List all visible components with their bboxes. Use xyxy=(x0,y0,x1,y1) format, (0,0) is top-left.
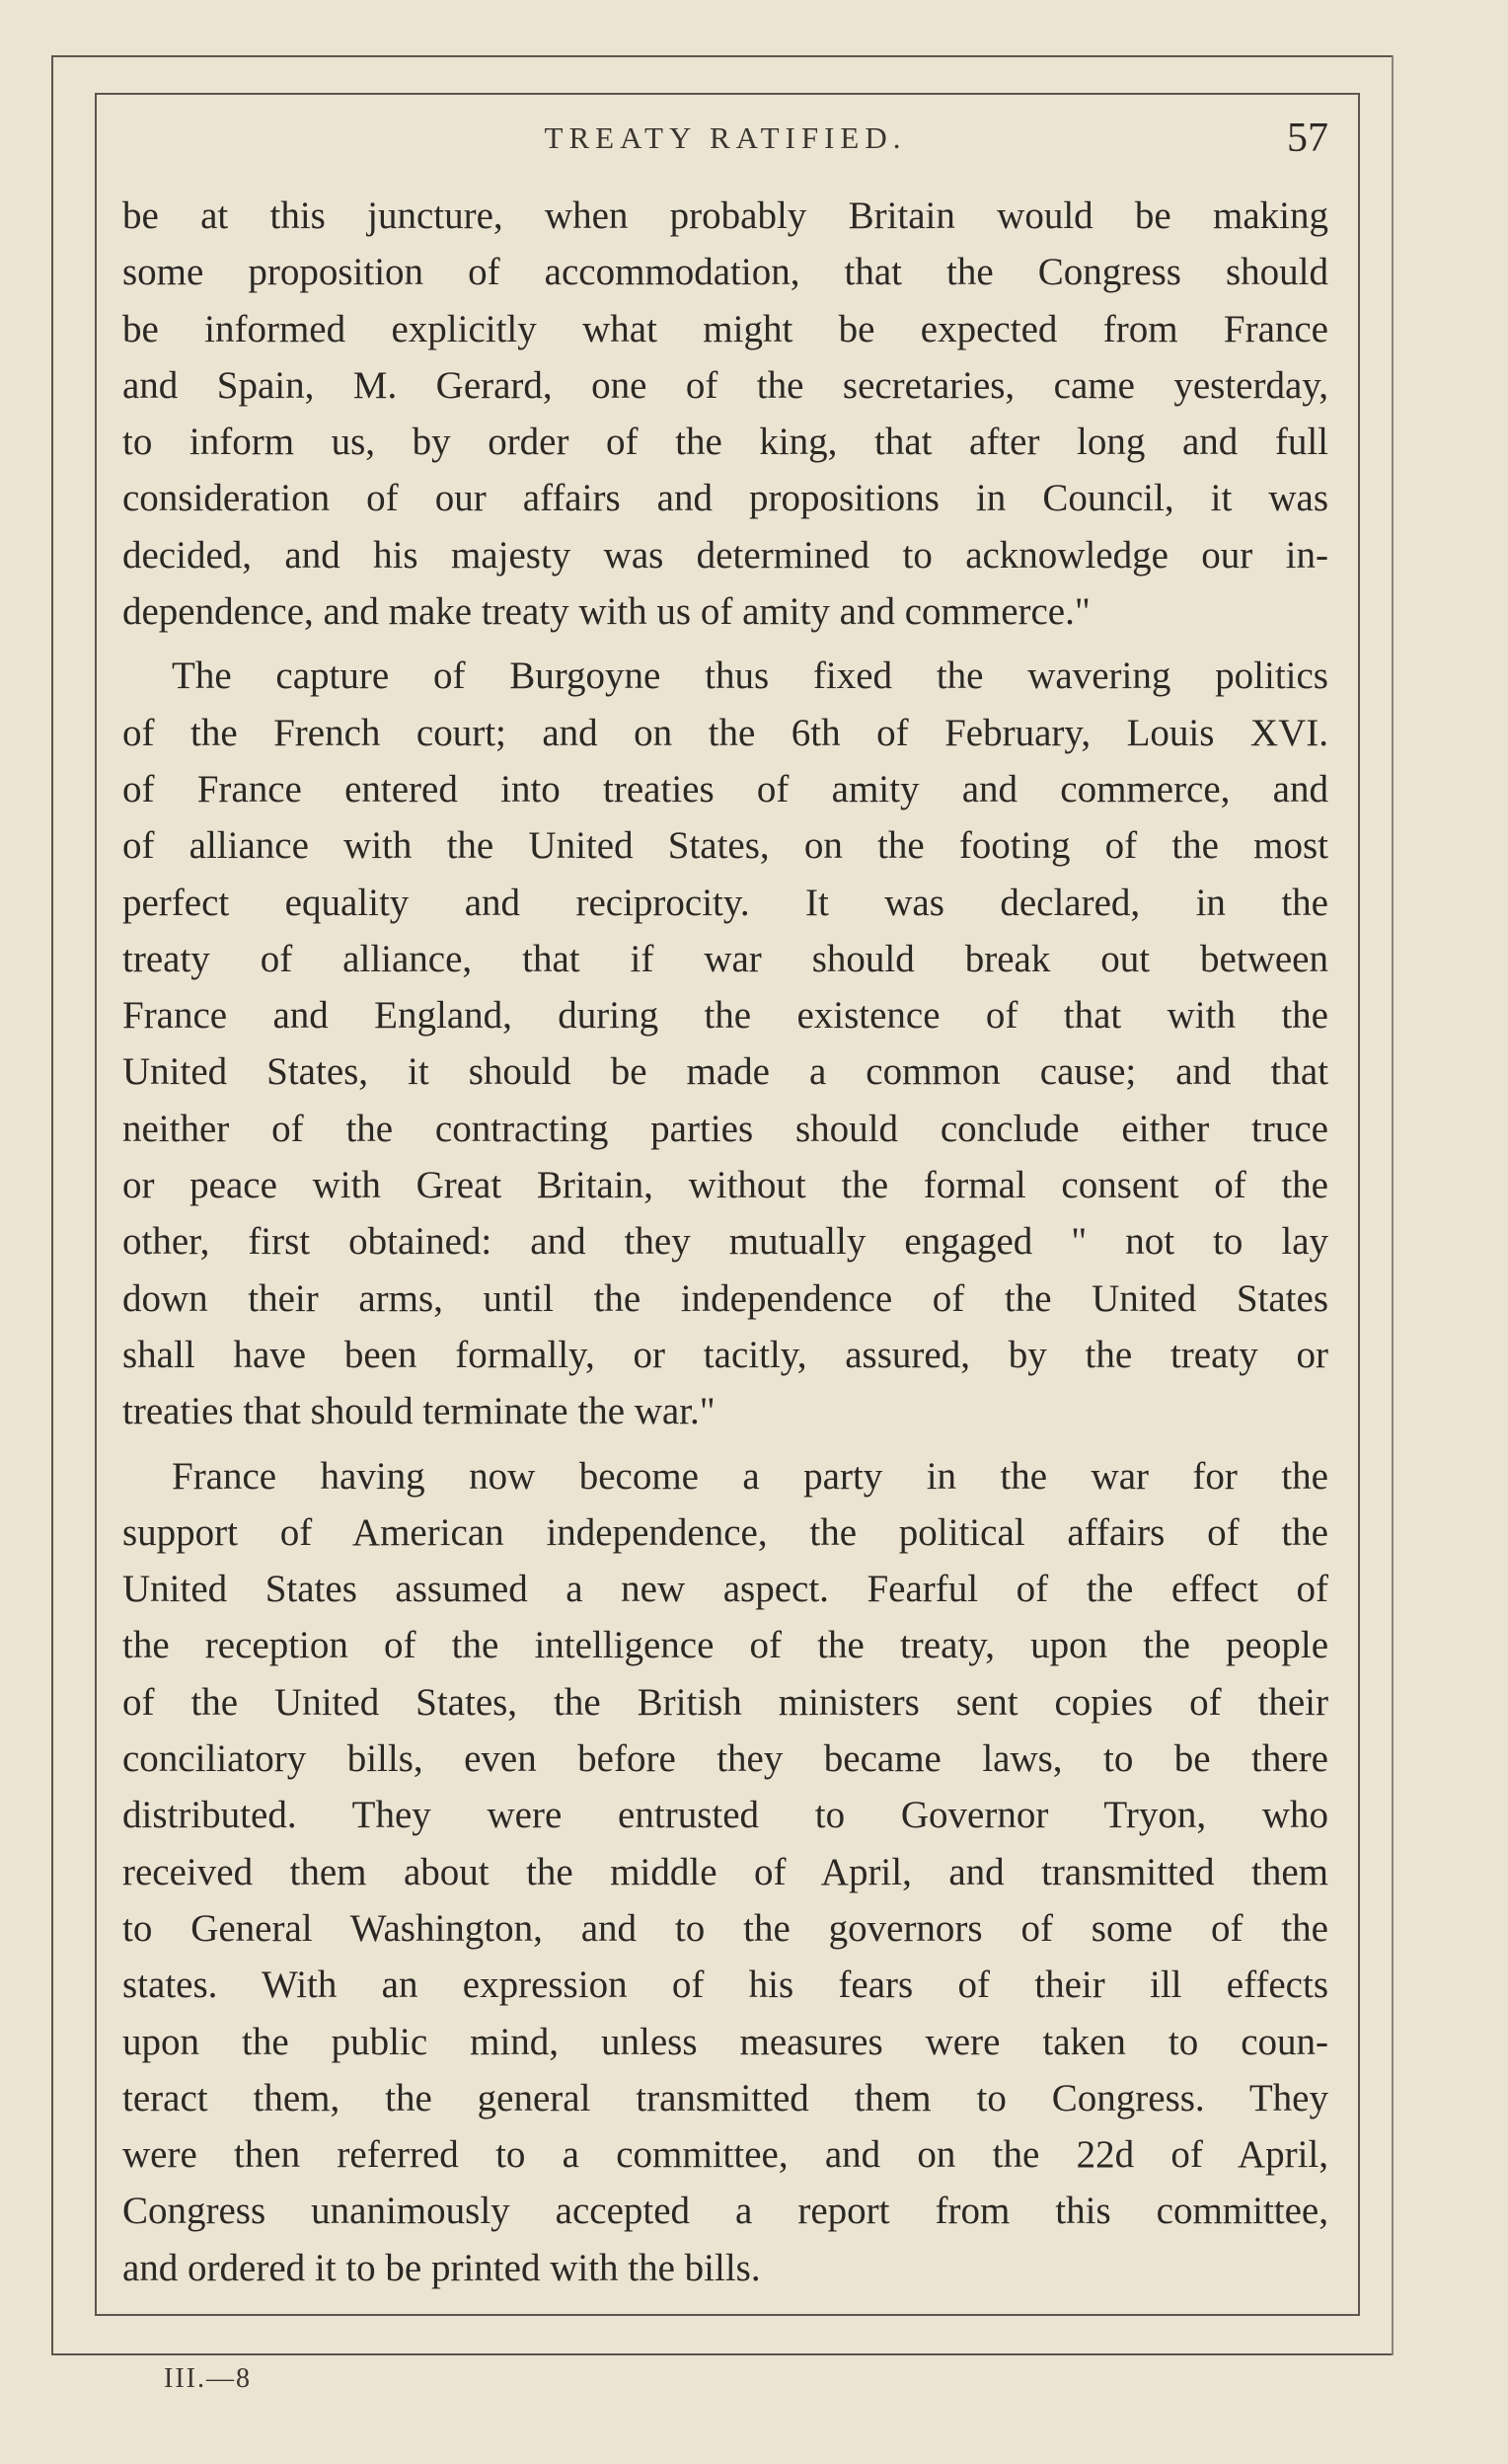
text-line: of the French court; and on the 6th of February, Louis XVI. xyxy=(122,711,1328,754)
text-line: states. With an expression of his fears of their ill effects xyxy=(122,1964,1328,2007)
paragraph-1 xyxy=(122,188,1328,640)
text-line: conciliatory bills, even before they became laws, to be there xyxy=(122,1737,1328,1781)
text-line: support of American independence, the political affairs of the xyxy=(122,1510,1328,1554)
text-line: consideration of our affairs and propositions in Council, it was xyxy=(122,477,1328,520)
paragraph-gap xyxy=(122,1440,1328,1448)
text-line: other, first obtained: and they mutually engaged " not to lay xyxy=(122,1220,1328,1264)
page-number: 57 xyxy=(1287,116,1328,161)
text-line: of France entered into treaties of amity and commerce, and xyxy=(122,767,1328,810)
text-line: upon the public mind, unless measures were taken to coun- xyxy=(122,2020,1328,2063)
text-line: or peace with Great Britain, without the formal consent of the xyxy=(122,1164,1328,1207)
text-line: France and England, during the existence of that with the xyxy=(122,994,1328,1038)
running-head xyxy=(95,116,1356,170)
text-line: received them about the middle of April, and transmitted them xyxy=(122,1850,1328,1893)
text-line: and ordered it to be printed with the bills. xyxy=(122,2246,761,2289)
text-line: of the United States, the British ministers sent copies of their xyxy=(122,1680,1328,1724)
text-line: Congress unanimously accepted a report from this committee, xyxy=(122,2190,1328,2233)
body-text xyxy=(122,188,1328,2296)
text-line: to General Washington, and to the governors of some of the xyxy=(122,1906,1328,1950)
text-line: be at this juncture, when probably Britain would be making xyxy=(122,194,1328,237)
text-line: be informed explicitly what might be expected from France xyxy=(122,307,1328,350)
text-line: United States assumed a new aspect. Fearful of the effect of xyxy=(122,1568,1328,1611)
signature-mark: III.—8 xyxy=(164,2363,252,2394)
text-line: France having now become a party in the war for the xyxy=(172,1454,1328,1498)
text-line: United States, it should be made a common cause; and that xyxy=(122,1050,1328,1094)
running-title: TREATY RATIFIED. xyxy=(544,120,907,155)
paragraph-2 xyxy=(122,648,1328,1439)
text-line: treaty of alliance, that if war should break out between xyxy=(122,937,1328,980)
text-line: teract them, the general transmitted them to Congress. They xyxy=(122,2076,1328,2119)
text-line: neither of the contracting parties should conclude either truce xyxy=(122,1107,1328,1150)
text-line: decided, and his majesty was determined to acknowledge our in- xyxy=(122,533,1328,577)
text-line: dependence, and make treaty with us of amity and commerce." xyxy=(122,590,1091,634)
text-line: were then referred to a committee, and on the 22d of April, xyxy=(122,2133,1328,2177)
text-line: down their arms, until the independence of the United States xyxy=(122,1276,1328,1320)
text-line: and Spain, M. Gerard, one of the secretaries, came yesterday, xyxy=(122,363,1328,407)
paragraph-3 xyxy=(122,1448,1328,2296)
text-line: shall have been formally, or tacitly, assured, by the treaty or xyxy=(122,1333,1328,1376)
paragraph-gap xyxy=(122,640,1328,648)
page-border-right xyxy=(1392,55,1394,2355)
text-line: The capture of Burgoyne thus fixed the wavering politics xyxy=(172,654,1328,698)
text-line: some proposition of accommodation, that the Congress should xyxy=(122,251,1328,294)
text-line: to inform us, by order of the king, that after long and full xyxy=(122,421,1328,464)
text-line: perfect equality and reciprocity. It was declared, in the xyxy=(122,881,1328,924)
text-line: of alliance with the United States, on the footing of the most xyxy=(122,824,1328,868)
text-line: treaties that should terminate the war." xyxy=(122,1390,716,1433)
text-line: the reception of the intelligence of the treaty, upon the people xyxy=(122,1624,1328,1667)
text-line: distributed. They were entrusted to Governor Tryon, who xyxy=(122,1794,1328,1837)
